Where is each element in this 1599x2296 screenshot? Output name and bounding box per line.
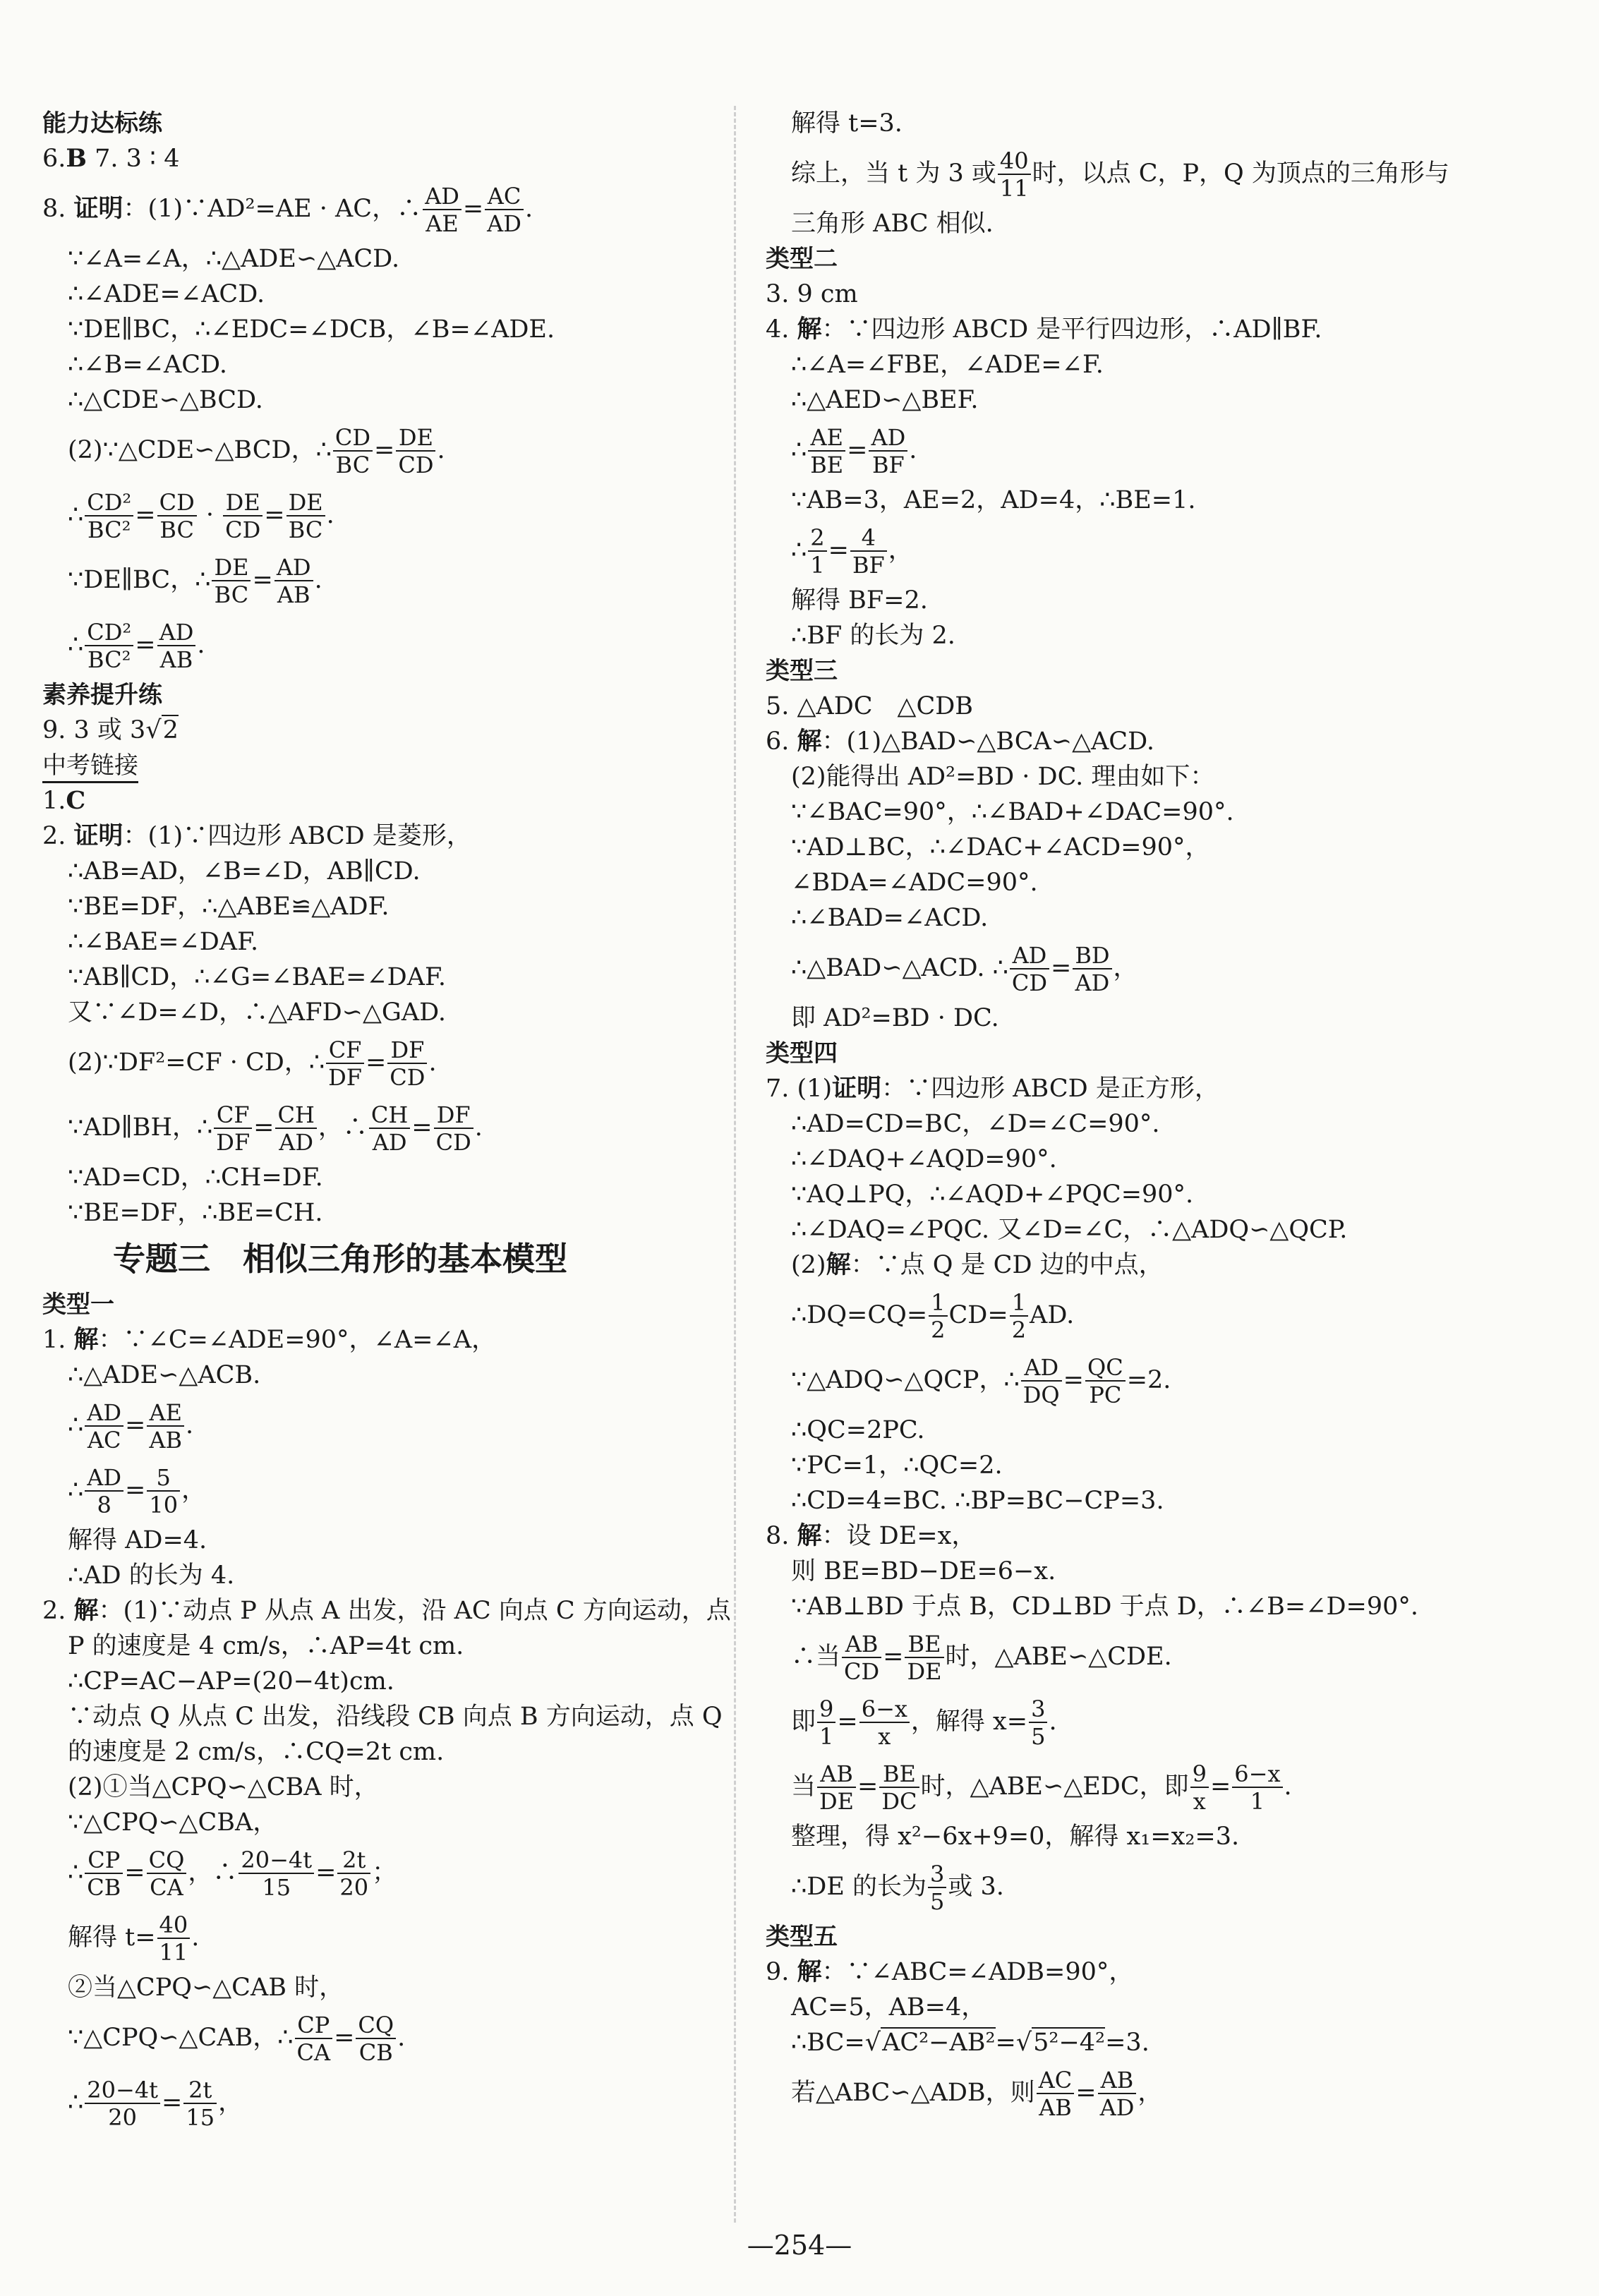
section-heading: 类型一 — [42, 1291, 114, 1319]
answer-line: ∴∠A=∠FBE，∠ADE=∠F. — [791, 351, 1104, 379]
answer-line: 8. 证明：(1)∵AD²=AE · AC，∴ $\frac{AD}{AE}$ = $\frac{AC}{AD}$ . — [42, 183, 533, 237]
fraction: $\frac{CF}{DF}$ — [326, 1039, 364, 1089]
answer-line: 即 AD²=BD · DC. — [791, 1004, 999, 1032]
answer-line: ∴当 $\frac{AB}{CD}$ = $\frac{BE}{DE}$ 时，△ABE∽△CDE. — [791, 1631, 1172, 1685]
fraction: $\frac{AD}{AB}$ — [157, 621, 196, 671]
answer-line: ∴△AED∽△BEF. — [791, 386, 979, 414]
fraction: $\frac{DE}{CD}$ — [223, 491, 263, 541]
answer-line: 1. 解：∵∠C=∠ADE=90°，∠A=∠A， — [42, 1325, 497, 1354]
answer-line: 9. 3 或 3√2 — [42, 716, 179, 744]
answer-line: ∴AD 的长为 4. — [68, 1561, 235, 1590]
answer-line: ∴BC=√AC²−AB²=√5²−4²=3. — [791, 2029, 1150, 2057]
fraction: $\frac{\text{CD²}}{\text{BC²}}$ — [85, 491, 133, 541]
answer-line: ∴ $\frac{2}{1}$ = $\frac{4}{BF}$ ， — [791, 524, 913, 579]
fraction: $\frac{BE}{DC}$ — [879, 1763, 919, 1813]
answer-line: ∴∠BAE=∠DAF. — [68, 928, 259, 956]
fraction: $\frac{CD}{BC}$ — [157, 491, 197, 541]
fraction: $\frac{BD}{AD}$ — [1073, 944, 1111, 994]
answer-line: ∴△CDE∽△BCD. — [68, 386, 263, 414]
answer-line: ∵DE∥BC，∴∠EDC=∠DCB，∠B=∠ADE. — [68, 315, 555, 344]
answer-line: ∴ $\frac{\text{CD²}}{\text{BC²}}$ = $\frac{CD}{BC}$ · $\frac{DE}{CD}$ = $\frac{DE}{BC}$ . — [68, 489, 334, 543]
fraction: $\frac{AC}{AB}$ — [1037, 2069, 1075, 2119]
answer-line: ∴ $\frac{AD}{8}$ = $\frac{5}{10}$ ， — [68, 1464, 207, 1518]
fraction: $\frac{3}{5}$ — [928, 1863, 946, 1913]
answer-line: 3. 9 cm — [766, 280, 858, 308]
section-heading: 素养提升练 — [42, 681, 162, 709]
fraction: $\frac{5}{10}$ — [147, 1466, 180, 1516]
answer-line: ∠BDA=∠ADC=90°. — [791, 869, 1038, 897]
answer-line: ∴DQ=CQ= $\frac{1}{2}$ CD= $\frac{1}{2}$ AD. — [791, 1289, 1075, 1343]
answer-line: ∴CP=AC−AP=(20−4t)cm. — [68, 1667, 394, 1696]
fraction: $\frac{AD}{AC}$ — [85, 1401, 123, 1451]
answer-line: ∵AD=CD，∴CH=DF. — [68, 1164, 323, 1192]
answer-line: 解得 t= $\frac{40}{11}$ . — [68, 1911, 200, 1966]
answer-line: ∴ $\frac{20-4t}{20}$ = $\frac{2t}{15}$ ， — [68, 2077, 243, 2131]
fraction: $\frac{9}{x}$ — [1190, 1763, 1209, 1813]
answer-line: 9. 解：∵∠ABC=∠ADB=90°， — [766, 1957, 1134, 1986]
answer-line: (2)解：∵点 Q 是 CD 边的中点， — [791, 1250, 1164, 1279]
fraction: $\frac{6-x}{x}$ — [859, 1698, 910, 1748]
fraction: $\frac{AD}{CD}$ — [1010, 944, 1049, 994]
answer-line: ∵AD⊥BC，∴∠DAC+∠ACD=90°， — [791, 833, 1210, 862]
fraction: $\frac{AC}{AD}$ — [485, 185, 524, 235]
fraction: $\frac{DE}{BC}$ — [212, 556, 251, 606]
fraction: $\frac{AD}{DQ}$ — [1021, 1356, 1062, 1406]
fraction: $\frac{DE}{BC}$ — [286, 491, 325, 541]
answer-line: 5. △ADC △CDB — [766, 692, 974, 720]
fraction: $\frac{CP}{CA}$ — [295, 2014, 333, 2064]
fraction: $\frac{AE}{BE}$ — [808, 426, 845, 476]
fraction: $\frac{DF}{CD}$ — [434, 1104, 473, 1154]
answer-line: ②当△CPQ∽△CAB 时， — [68, 1974, 344, 2002]
fraction: $\frac{CH}{AD}$ — [369, 1104, 410, 1154]
answer-line: ∴△BAD∽△ACD. ∴ $\frac{AD}{CD}$ = $\frac{BD}{AD}$ ， — [791, 942, 1138, 996]
fraction: $\frac{AD}{8}$ — [85, 1466, 123, 1516]
fraction: $\frac{CQ}{CA}$ — [147, 1849, 187, 1899]
answer-line: 又∵∠D=∠D，∴△AFD∽△GAD. — [68, 998, 447, 1027]
answer-line: ∵PC=1，∴QC=2. — [791, 1451, 1003, 1480]
fraction: $\frac{CF}{DF}$ — [214, 1104, 252, 1154]
fraction: $\frac{3}{5}$ — [1029, 1698, 1047, 1748]
fraction: $\frac{\text{CD²}}{\text{BC²}}$ — [85, 621, 133, 671]
fraction: $\frac{DF}{CD}$ — [387, 1039, 427, 1089]
fraction: $\frac{1}{2}$ — [1010, 1291, 1028, 1341]
fraction: $\frac{AD}{BF}$ — [869, 426, 907, 476]
fraction: $\frac{4}{BF}$ — [850, 526, 887, 576]
answer-line: ∵BE=DF，∴BE=CH. — [68, 1199, 323, 1227]
left-column — [42, 106, 731, 2135]
answer-line: ∴CD=4=BC. ∴BP=BC−CP=3. — [791, 1487, 1164, 1515]
section-heading: 类型五 — [766, 1923, 838, 1951]
fraction: $\frac{AE}{AB}$ — [147, 1401, 184, 1451]
answer-line: ∵∠A=∠A，∴△ADE∽△ACD. — [68, 245, 400, 273]
answer-line: 解得 BF=2. — [791, 586, 928, 615]
fraction: $\frac{CP}{CB}$ — [85, 1849, 123, 1899]
fraction: $\frac{AD}{AB}$ — [274, 556, 313, 606]
answer-line: ∴ $\frac{\text{CD²}}{\text{BC²}}$ = $\frac{AD}{AB}$ . — [68, 619, 205, 673]
answer-line: ∵BE=DF，∴△ABE≌△ADF. — [68, 893, 390, 921]
answer-line: ∴AD=CD=BC，∠D=∠C=90°. — [791, 1110, 1160, 1138]
answer-line: 8. 解：设 DE=x， — [766, 1521, 977, 1550]
answer-line: ∵△CPQ∽△CAB，∴ $\frac{CP}{CA}$ = $\frac{CQ}{CB}$ . — [68, 2012, 406, 2066]
answer-line: ∴∠DAQ+∠AQD=90°. — [791, 1145, 1057, 1173]
answer-line: ∴∠B=∠ACD. — [68, 351, 227, 379]
answer-line: ∴∠ADE=∠ACD. — [68, 280, 265, 308]
answer-line: ∴ $\frac{AE}{BE}$ = $\frac{AD}{BF}$ . — [791, 424, 917, 478]
answer-line: ∴ $\frac{AD}{AC}$ = $\frac{AE}{AB}$ . — [68, 1399, 194, 1454]
fraction: $\frac{2}{1}$ — [808, 526, 826, 576]
fraction: $\frac{BE}{DE}$ — [905, 1633, 943, 1683]
fraction: $\frac{DE}{CD}$ — [396, 426, 435, 476]
column-divider — [734, 106, 736, 2223]
fraction: $\frac{CH}{AD}$ — [275, 1104, 316, 1154]
answer-line: ∴∠DAQ=∠PQC. 又∠D=∠C，∴△ADQ∽△QCP. — [791, 1216, 1348, 1244]
answer-line: ∴QC=2PC. — [791, 1416, 925, 1444]
answer-line: 2. 解：(1)∵动点 P 从点 A 出发，沿 AC 向点 C 方向运动，点 — [42, 1596, 731, 1625]
answer-line: 解得 AD=4. — [68, 1526, 207, 1554]
answer-line: 2. 证明：(1)∵四边形 ABCD 是菱形， — [42, 821, 471, 850]
answer-line: ∵AB∥CD，∴∠G=∠BAE=∠DAF. — [68, 963, 446, 991]
answer-line: 6.B 7. 3 ∶ 4 — [42, 144, 180, 173]
answer-line: ∵∠BAC=90°，∴∠BAD+∠DAC=90°. — [791, 798, 1234, 826]
answer-line: 的速度是 2 cm/s，∴CQ=2t cm. — [68, 1738, 445, 1766]
fraction: $\frac{AB}{DE}$ — [817, 1763, 856, 1813]
answer-line: ∴AB=AD，∠B=∠D，AB∥CD. — [68, 857, 421, 886]
answer-line: 整理，得 x²−6x+9=0，解得 x₁=x₂=3. — [791, 1823, 1240, 1851]
fraction: $\frac{AD}{AE}$ — [423, 185, 461, 235]
answer-line: ∵△ADQ∽△QCP，∴ $\frac{AD}{DQ}$ = $\frac{QC}{PC}$ =2. — [791, 1354, 1171, 1408]
answer-line: 综上，当 t 为 3 或 $\frac{40}{11}$ 时，以点 C，P，Q 为顶点的三角形与 — [791, 147, 1449, 202]
section-heading: 能力达标练 — [42, 109, 162, 138]
answer-line: (2)∵△CDE∽△BCD，∴ $\frac{CD}{BC}$ = $\frac{DE}{CD}$ . — [68, 424, 445, 478]
answer-line: ∵△CPQ∽△CBA， — [68, 1808, 278, 1837]
answer-line: 当 $\frac{AB}{DE}$ = $\frac{BE}{DC}$ 时，△ABE∽△EDC，即 $\frac{9}{x}$ = $\frac{6-x}{1}$ . — [791, 1760, 1292, 1815]
answer-line: 解得 t=3. — [791, 109, 903, 138]
right-column — [766, 106, 1556, 2125]
fraction: $\frac{CQ}{CB}$ — [356, 2014, 396, 2064]
answer-line: AC=5，AB=4， — [791, 1993, 986, 2022]
answer-line: 4. 解：∵四边形 ABCD 是平行四边形，∴AD∥BF. — [766, 315, 1322, 344]
fraction: $\frac{40}{11}$ — [157, 1914, 191, 1964]
section-heading: 类型三 — [766, 657, 838, 685]
page-number: —254— — [747, 2230, 852, 2261]
fraction: $\frac{20-4t}{20}$ — [85, 2079, 160, 2129]
answer-line: ∵AD∥BH，∴ $\frac{CF}{DF}$ = $\frac{CH}{AD}$ ，∴ $\frac{CH}{AD}$ = $\frac{DF}{CD}$ . — [68, 1101, 483, 1156]
answer-line: ∴∠BAD=∠ACD. — [791, 904, 989, 932]
answer-line: ∵AB=3，AE=2，AD=4，∴BE=1. — [791, 486, 1196, 514]
answer-line: ∵DE∥BC，∴ $\frac{DE}{BC}$ = $\frac{AD}{AB}$ . — [68, 554, 322, 608]
answer-line: ∴ $\frac{CP}{CB}$ = $\frac{CQ}{CA}$ ，∴ $\frac{20-4t}{15}$ = $\frac{2t}{20}$ ； — [68, 1847, 397, 1901]
answer-line: 1.C — [42, 786, 86, 815]
fraction: $\frac{40}{11}$ — [998, 150, 1031, 200]
answer-line: (2)∵DF²=CF · CD，∴ $\frac{CF}{DF}$ = $\frac{DF}{CD}$ . — [68, 1037, 437, 1091]
section-heading: 中考链接 — [42, 748, 720, 783]
fraction: $\frac{1}{2}$ — [929, 1291, 947, 1341]
section-heading: 类型四 — [766, 1039, 838, 1068]
answer-line: ∵AQ⊥PQ，∴∠AQD+∠PQC=90°. — [791, 1180, 1194, 1209]
answer-line: (2)能得出 AD²=BD · DC. 理由如下： — [791, 763, 1215, 791]
answer-line: ∴DE 的长为 $\frac{3}{5}$ 或 3. — [791, 1861, 1004, 1915]
answer-line: 6. 解：(1)△BAD∽△BCA∽△ACD. — [766, 727, 1155, 756]
answer-line: ∴△ADE∽△ACB. — [68, 1361, 261, 1389]
fraction: $\frac{20-4t}{15}$ — [239, 1849, 314, 1899]
answer-line: ∵动点 Q 从点 C 出发，沿线段 CB 向点 B 方向运动，点 Q — [68, 1703, 723, 1731]
fraction: $\frac{AB}{AD}$ — [1098, 2069, 1137, 2119]
fraction: $\frac{AB}{CD}$ — [842, 1633, 881, 1683]
answer-line: P 的速度是 4 cm/s，∴AP=4t cm. — [68, 1632, 464, 1660]
answer-line: 7. (1)证明：∵四边形 ABCD 是正方形， — [766, 1074, 1219, 1103]
answer-line: 三角形 ABC 相似. — [791, 210, 994, 238]
fraction: $\frac{6-x}{1}$ — [1232, 1763, 1282, 1813]
answer-line: ∴BF 的长为 2. — [791, 622, 955, 650]
section-heading: 类型二 — [766, 245, 838, 273]
fraction: $\frac{2t}{15}$ — [183, 2079, 217, 2129]
answer-line: 若△ABC∽△ADB，则 $\frac{AC}{AB}$ = $\frac{AB}{AD}$ ， — [791, 2067, 1163, 2121]
fraction: $\frac{CD}{BC}$ — [333, 426, 373, 476]
fraction: $\frac{QC}{PC}$ — [1085, 1356, 1126, 1406]
answer-line: ∵AB⊥BD 于点 B，CD⊥BD 于点 D，∴∠B=∠D=90°. — [791, 1593, 1419, 1621]
fraction: $\frac{9}{1}$ — [817, 1698, 835, 1748]
topic-title: 专题三 相似三角形的基本模型 — [113, 1240, 567, 1278]
answer-line: 即 $\frac{9}{1}$ = $\frac{6-x}{x}$ ，解得 x= $\frac{3}{5}$ . — [791, 1696, 1057, 1750]
answer-line: 则 BE=BD−DE=6−x. — [791, 1557, 1056, 1585]
fraction: $\frac{2t}{20}$ — [337, 1849, 370, 1899]
answer-line: (2)①当△CPQ∽△CBA 时， — [68, 1773, 379, 1801]
